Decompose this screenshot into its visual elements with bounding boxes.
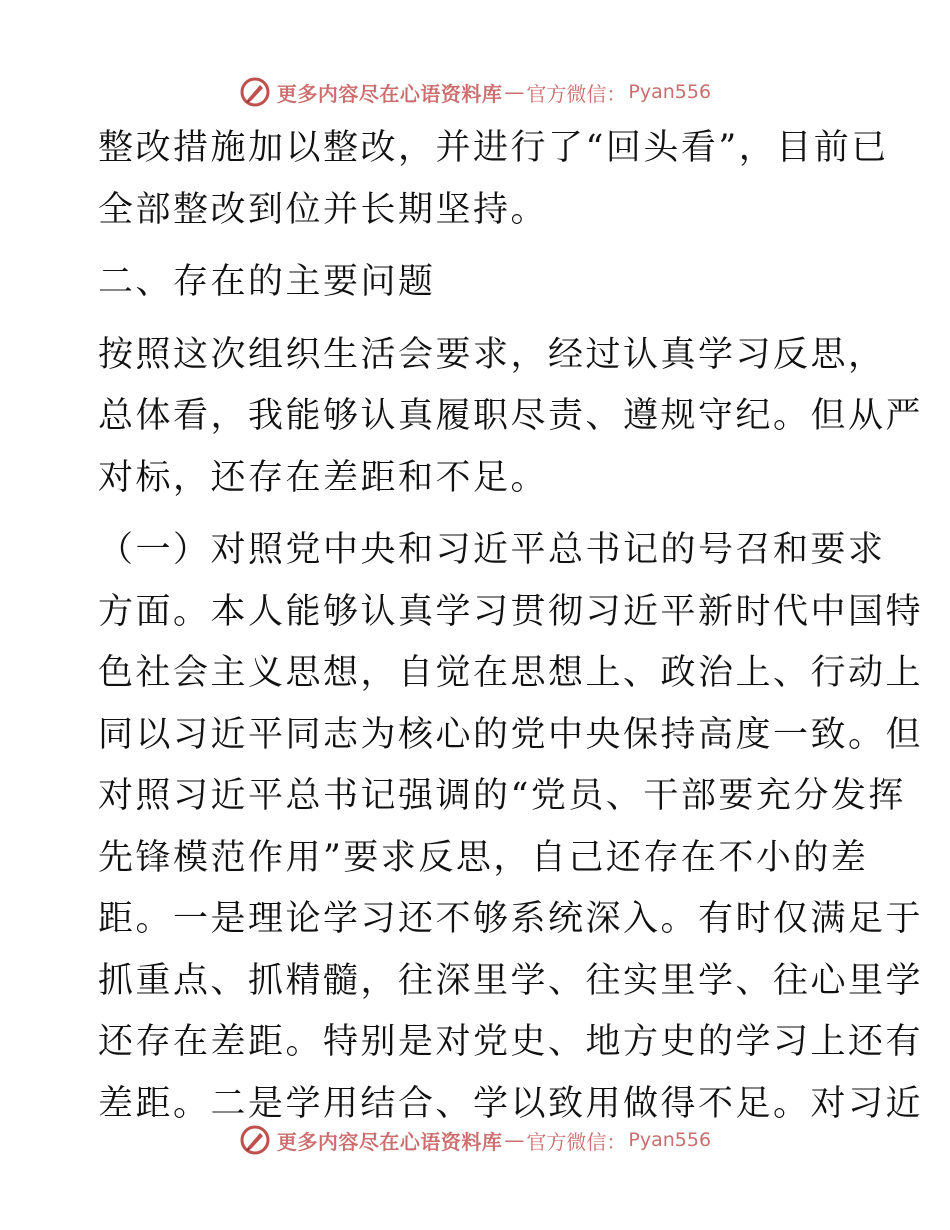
- paragraph-line: 还存在差距。特别是对党史、地方史的学习上还有: [98, 1022, 924, 1062]
- watermark-brand: 更多内容尽在心语资料库: [276, 81, 503, 106]
- pen-logo-icon: [239, 76, 271, 108]
- watermark-separator: —: [504, 80, 525, 104]
- paragraph-line: （一）对照党中央和习近平总书记的号召和要求: [98, 530, 886, 570]
- paragraph-line: 按照这次组织生活会要求，经过认真学习反思，: [98, 334, 886, 375]
- paragraph-line: 同以习近平同志为核心的党中央保持高度一致。但: [98, 714, 924, 755]
- paragraph-line: 全部整改到位并长期坚持。: [98, 189, 549, 230]
- paragraph-line: 对照习近平总书记强调的“党员、干部要充分发挥: [98, 776, 906, 816]
- watermark-brand: 更多内容尽在心语资料库: [276, 1129, 503, 1154]
- paragraph-gap: [98, 241, 858, 252]
- watermark-wechat-id: Pyan556: [628, 81, 712, 103]
- paragraph-line: 整改措施加以整改，并进行了“回头看”，目前已: [98, 128, 889, 168]
- paragraph-line: 先锋模范作用”要求反思，自己还存在不小的差: [98, 837, 869, 878]
- paragraph-gap: [98, 314, 858, 325]
- watermark-wechat-label: 官方微信：: [526, 81, 627, 106]
- paragraph-line: 方面。本人能够认真学习贯彻习近平新时代中国特: [98, 591, 924, 632]
- paragraph-line: 色社会主义思想，自觉在思想上、政治上、行动上: [98, 653, 924, 693]
- paragraph-line: 距。一是理论学习还不够系统深入。有时仅满足于: [98, 899, 924, 939]
- watermark-header: [0, 72, 950, 112]
- watermark-separator: —: [504, 1128, 525, 1152]
- paragraph-line: 对标，还存在差距和不足。: [98, 457, 549, 498]
- paragraph-gap: [98, 509, 858, 520]
- paragraph-line: 总体看，我能够认真履职尽责、遵规守纪。但从严: [98, 396, 924, 436]
- watermark-wechat-id: Pyan556: [628, 1129, 712, 1151]
- document-body: [98, 118, 924, 1135]
- section-heading: 二、存在的主要问题: [98, 262, 436, 302]
- paragraph-line: 抓重点、抓精髓，往深里学、往实里学、往心里学: [98, 960, 924, 1001]
- watermark-footer: [0, 1120, 950, 1160]
- pen-logo-icon: [239, 1124, 271, 1156]
- watermark-wechat-label: 官方微信：: [526, 1129, 627, 1154]
- paragraph-line: 差距。二是学用结合、学以致用做得不足。对习近: [98, 1083, 924, 1124]
